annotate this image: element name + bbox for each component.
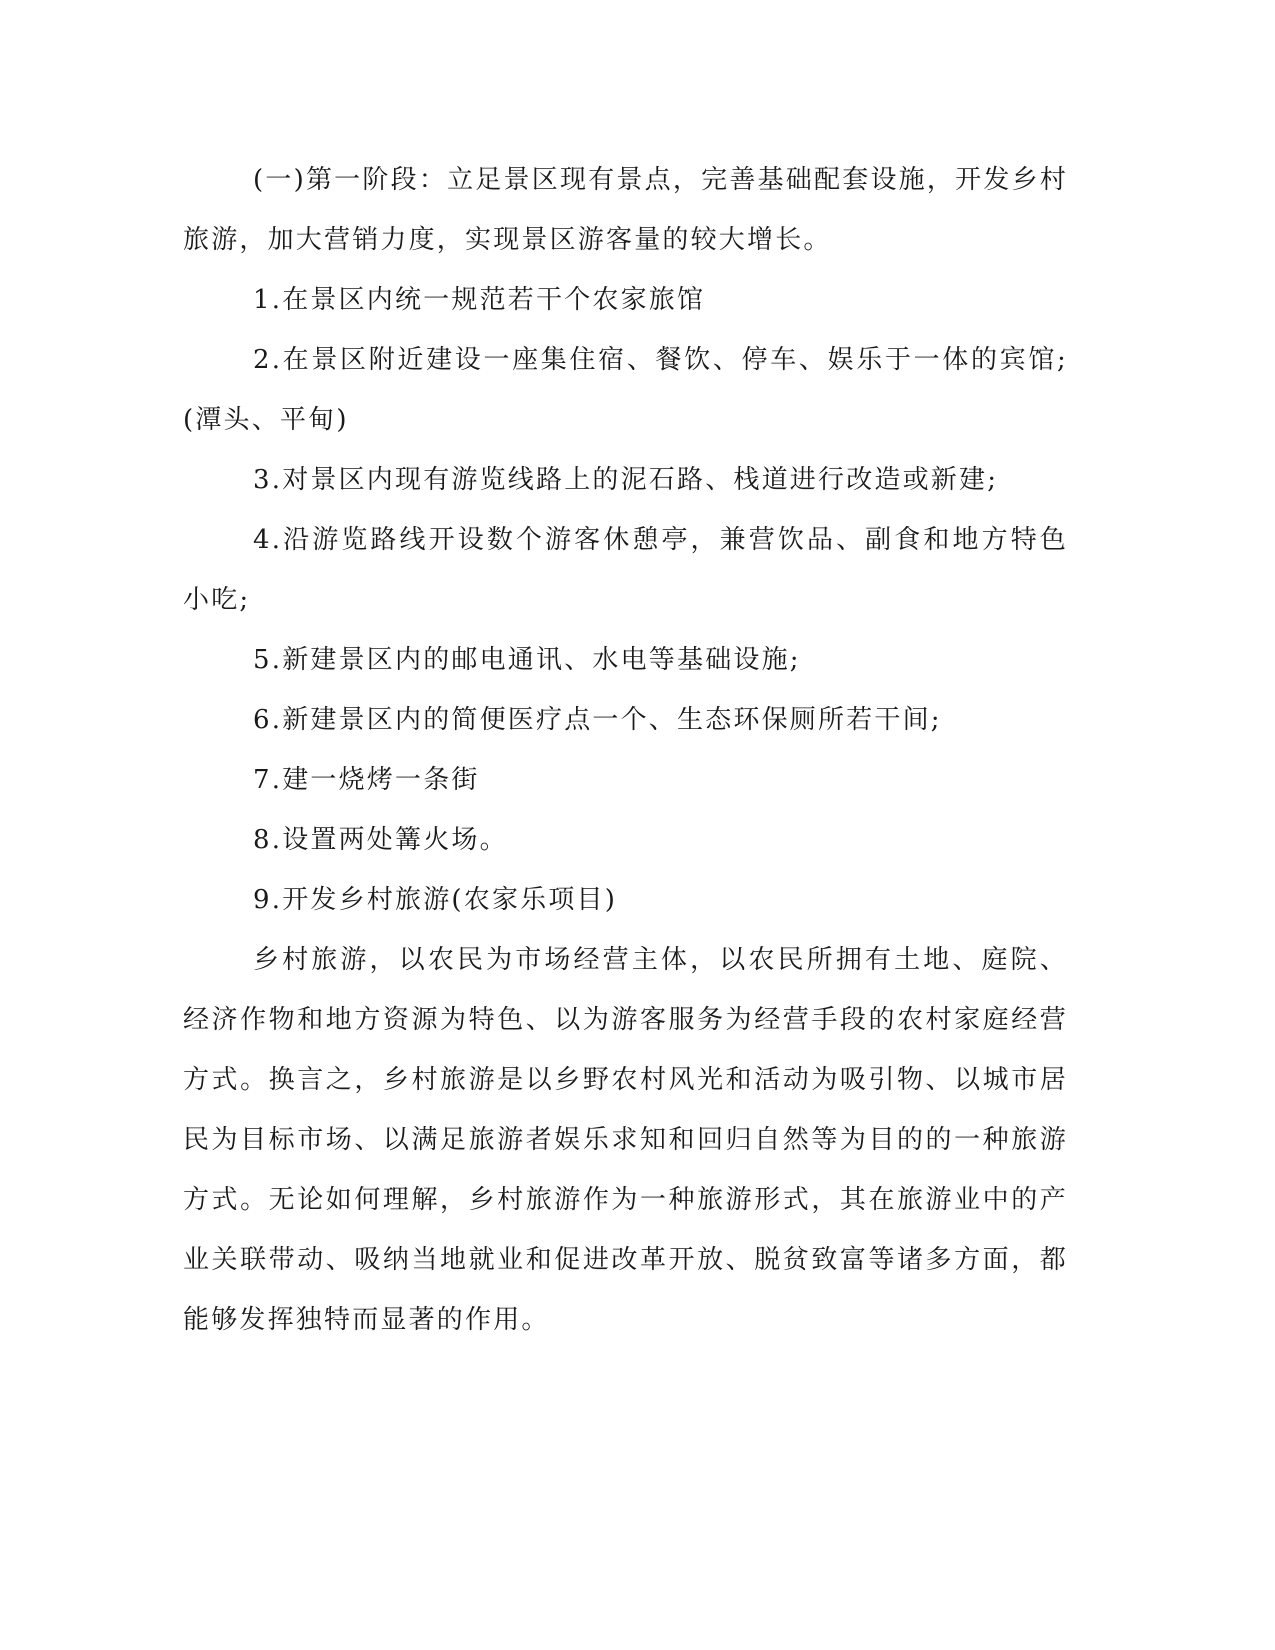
list-item-5: 5.新建景区内的邮电通讯、水电等基础设施;	[253, 645, 801, 675]
paragraph-stage-one: (一)第一阶段：立足景区现有景点，完善基础配套设施，开发乡村旅游，加大营销力度，实现景区游客量的较大增长。	[183, 165, 1068, 255]
list-item-9: 9.开发乡村旅游(农家乐项目)	[253, 885, 618, 915]
list-item-1: 1.在景区内统一规范若干个农家旅馆	[253, 285, 706, 315]
document-body	[183, 150, 1068, 1350]
list-item-4: 4.沿游览路线开设数个游客休憩亭，兼营饮品、副食和地方特色小吃;	[183, 525, 1068, 615]
paragraph-rural-tourism: 乡村旅游，以农民为市场经营主体，以农民所拥有土地、庭院、经济作物和地方资源为特色、以为游客服务为经营手段的农村家庭经营方式。换言之，乡村旅游是以乡野农村风光和活动为吸引物、以城市居民为目标市场、以满足旅游者娱乐求知和回归自然等为目的的一种旅游方式。无论如何理解，乡村旅游作为一种旅游形式，其在旅游业中的产业关联带动、吸纳当地就业和促进改革开放、脱贫致富等诸多方面，都能够发挥独特而显著的作用。	[183, 945, 1068, 1335]
list-item-2: 2.在景区附近建设一座集住宿、餐饮、停车、娱乐于一体的宾馆;(潭头、平甸)	[183, 345, 1068, 435]
list-item-6: 6.新建景区内的简便医疗点一个、生态环保厕所若干间;	[253, 705, 942, 735]
list-item-8: 8.设置两处篝火场。	[253, 825, 508, 855]
list-item-7: 7.建一烧烤一条街	[253, 765, 480, 795]
list-item-3: 3.对景区内现有游览线路上的泥石路、栈道进行改造或新建;	[253, 465, 999, 495]
